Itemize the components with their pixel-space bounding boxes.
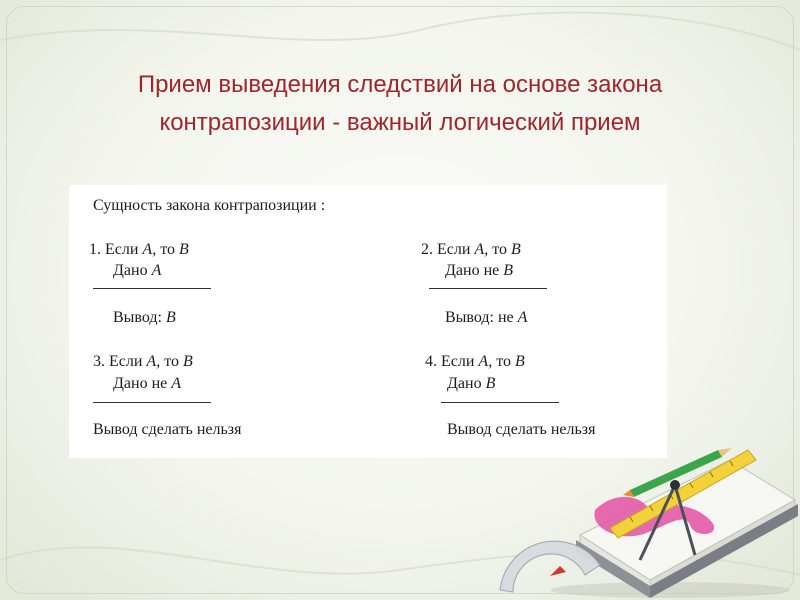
title-line-2: контрапозиции - важный логический прием — [159, 109, 641, 136]
title-line-1: Прием выведения следствий на основе закона — [137, 71, 663, 98]
case-3-mid: , то — [156, 353, 183, 370]
case-2-conclusion — [445, 309, 527, 327]
case-1-conclusion — [113, 309, 176, 327]
case-1-premise — [89, 241, 189, 259]
case-4-mid: , то — [488, 353, 515, 370]
case-1-given-var: A — [151, 262, 162, 279]
case-3-var-a: A — [146, 353, 157, 370]
case-2-mid: , то — [484, 241, 511, 258]
case-2-given — [445, 262, 513, 280]
case-2-var-a: A — [474, 241, 485, 258]
case-2-given-prefix: Дано не — [445, 262, 504, 279]
case-3-given-prefix: Дано не — [113, 375, 172, 392]
case-4-var-a: A — [478, 353, 489, 370]
case-3-rule — [93, 402, 211, 403]
case-3-given — [113, 375, 181, 393]
case-1-given-prefix: Дано — [113, 262, 152, 279]
case-2-premise — [421, 241, 521, 259]
contraposition-card — [69, 185, 667, 458]
case-1-given — [113, 262, 161, 280]
case-4-conclusion: Вывод сделать нельзя — [447, 421, 596, 438]
case-2-given-var: B — [503, 262, 514, 279]
case-4-number: 4. Если — [425, 353, 479, 370]
case-3-var-b: B — [182, 353, 193, 370]
case-2-conclusion-var: A — [517, 309, 528, 326]
case-2-rule — [429, 288, 547, 289]
case-4-given-prefix: Дано — [447, 375, 486, 392]
slide-title — [40, 66, 760, 142]
case-1-mid: , то — [152, 241, 179, 258]
case-3-premise — [93, 353, 193, 371]
case-1-var-b: B — [178, 241, 189, 258]
case-4-given-var: B — [485, 375, 496, 392]
case-3-number: 3. Если — [93, 353, 147, 370]
case-3-given-var: A — [171, 375, 182, 392]
card-heading: Сущность закона контрапозиции : — [93, 197, 326, 214]
book-with-drawing-tools-icon — [480, 440, 800, 600]
case-4-given — [447, 375, 495, 393]
case-3-conclusion: Вывод сделать нельзя — [93, 421, 242, 438]
case-4-rule — [441, 402, 559, 403]
case-1-number: 1. Если — [89, 241, 143, 258]
case-1-rule — [93, 288, 211, 289]
case-2-var-b: B — [510, 241, 521, 258]
case-1-conclusion-var: B — [166, 309, 176, 326]
case-4-var-b: B — [514, 353, 525, 370]
case-1-var-a: A — [142, 241, 153, 258]
case-1-conclusion-prefix: Вывод: — [113, 309, 166, 326]
case-2-conclusion-prefix: Вывод: не — [445, 309, 518, 326]
case-2-number: 2. Если — [421, 241, 475, 258]
case-4-premise — [425, 353, 525, 371]
